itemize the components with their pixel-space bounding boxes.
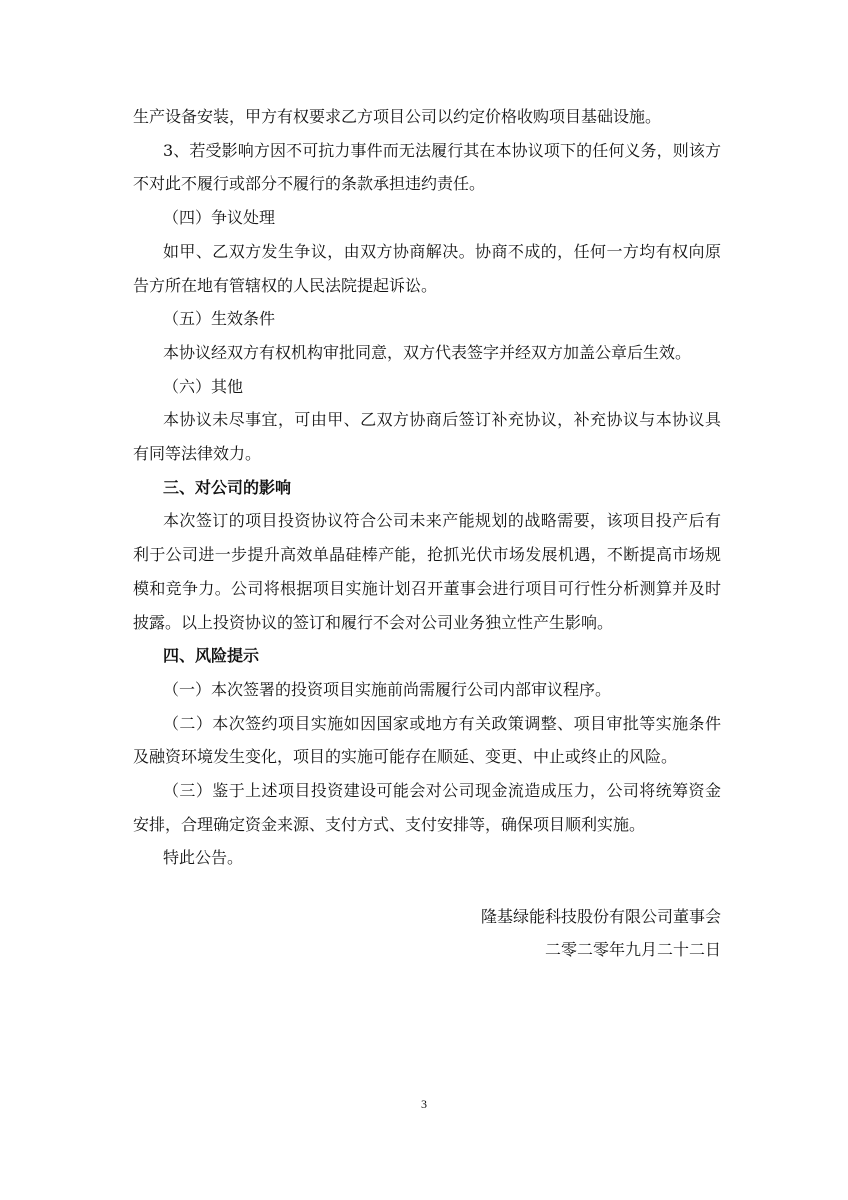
paragraph-impact-on-company: 本次签订的项目投资协议符合公司未来产能规划的战略需要，该项目投产后有利于公司进一步提升高效单晶硅棒产能，抢抓光伏市场发展机遇，不断提高市场规模和竞争力。公司将根据项目实施计划召开董事会进行项目可行性分析测算并及时披露。以上投资协议的签订和履行不会对公司业务独立性产生影响。 xyxy=(133,511,721,632)
subheading-effective-conditions: （五）生效条件 xyxy=(163,309,276,329)
paragraph-risk-3: （三）鉴于上述项目投资建设可能会对公司现金流造成压力，公司将统筹资金安排，合理确定资金来源、支付方式、支付安排等，确保项目顺利实施。 xyxy=(133,781,721,834)
paragraph-announcement-close: 特此公告。 xyxy=(163,848,244,868)
document-body xyxy=(133,100,721,875)
paragraph-continuation: 生产设备安装，甲方有权要求乙方项目公司以约定价格收购项目基础设施。 xyxy=(133,107,662,126)
heading-impact-on-company: 三、对公司的影响 xyxy=(163,477,292,497)
paragraph-effective-conditions: 本协议经双方有权机构审批同意，双方代表签字并经双方加盖公章后生效。 xyxy=(163,342,692,362)
paragraph-force-majeure: 3、若受影响方因不可抗力事件而无法履行其在本协议项下的任何义务，则该方不对此不履行或部分不履行的条款承担违约责任。 xyxy=(133,140,721,194)
subheading-other: （六）其他 xyxy=(163,376,244,396)
signature-company: 隆基绿能科技股份有限公司董事会 xyxy=(480,907,721,926)
heading-risk-warning: 四、风险提示 xyxy=(163,646,260,666)
page-number: 3 xyxy=(421,1097,427,1111)
subheading-dispute-resolution: （四）争议处理 xyxy=(163,208,276,228)
paragraph-dispute-resolution: 如甲、乙双方发生争议，由双方协商解决。协商不成的，任何一方均有权向原告方所在地有管辖权的人民法院提起诉讼。 xyxy=(133,241,721,295)
signature-date: 二零二零年九月二十二日 xyxy=(544,940,721,959)
signature-block xyxy=(481,900,721,966)
paragraph-risk-1: （一）本次签署的投资项目实施前尚需履行公司内部审议程序。 xyxy=(163,679,612,699)
paragraph-risk-2: （二）本次签约项目实施如因国家或地方有关政策调整、项目审批等实施条件及融资环境发生变化，项目的实施可能存在顺延、变更、中止或终止的风险。 xyxy=(133,713,721,767)
paragraph-other: 本协议未尽事宜，可由甲、乙双方协商后签订补充协议，补充协议与本协议具有同等法律效力。 xyxy=(133,410,721,464)
